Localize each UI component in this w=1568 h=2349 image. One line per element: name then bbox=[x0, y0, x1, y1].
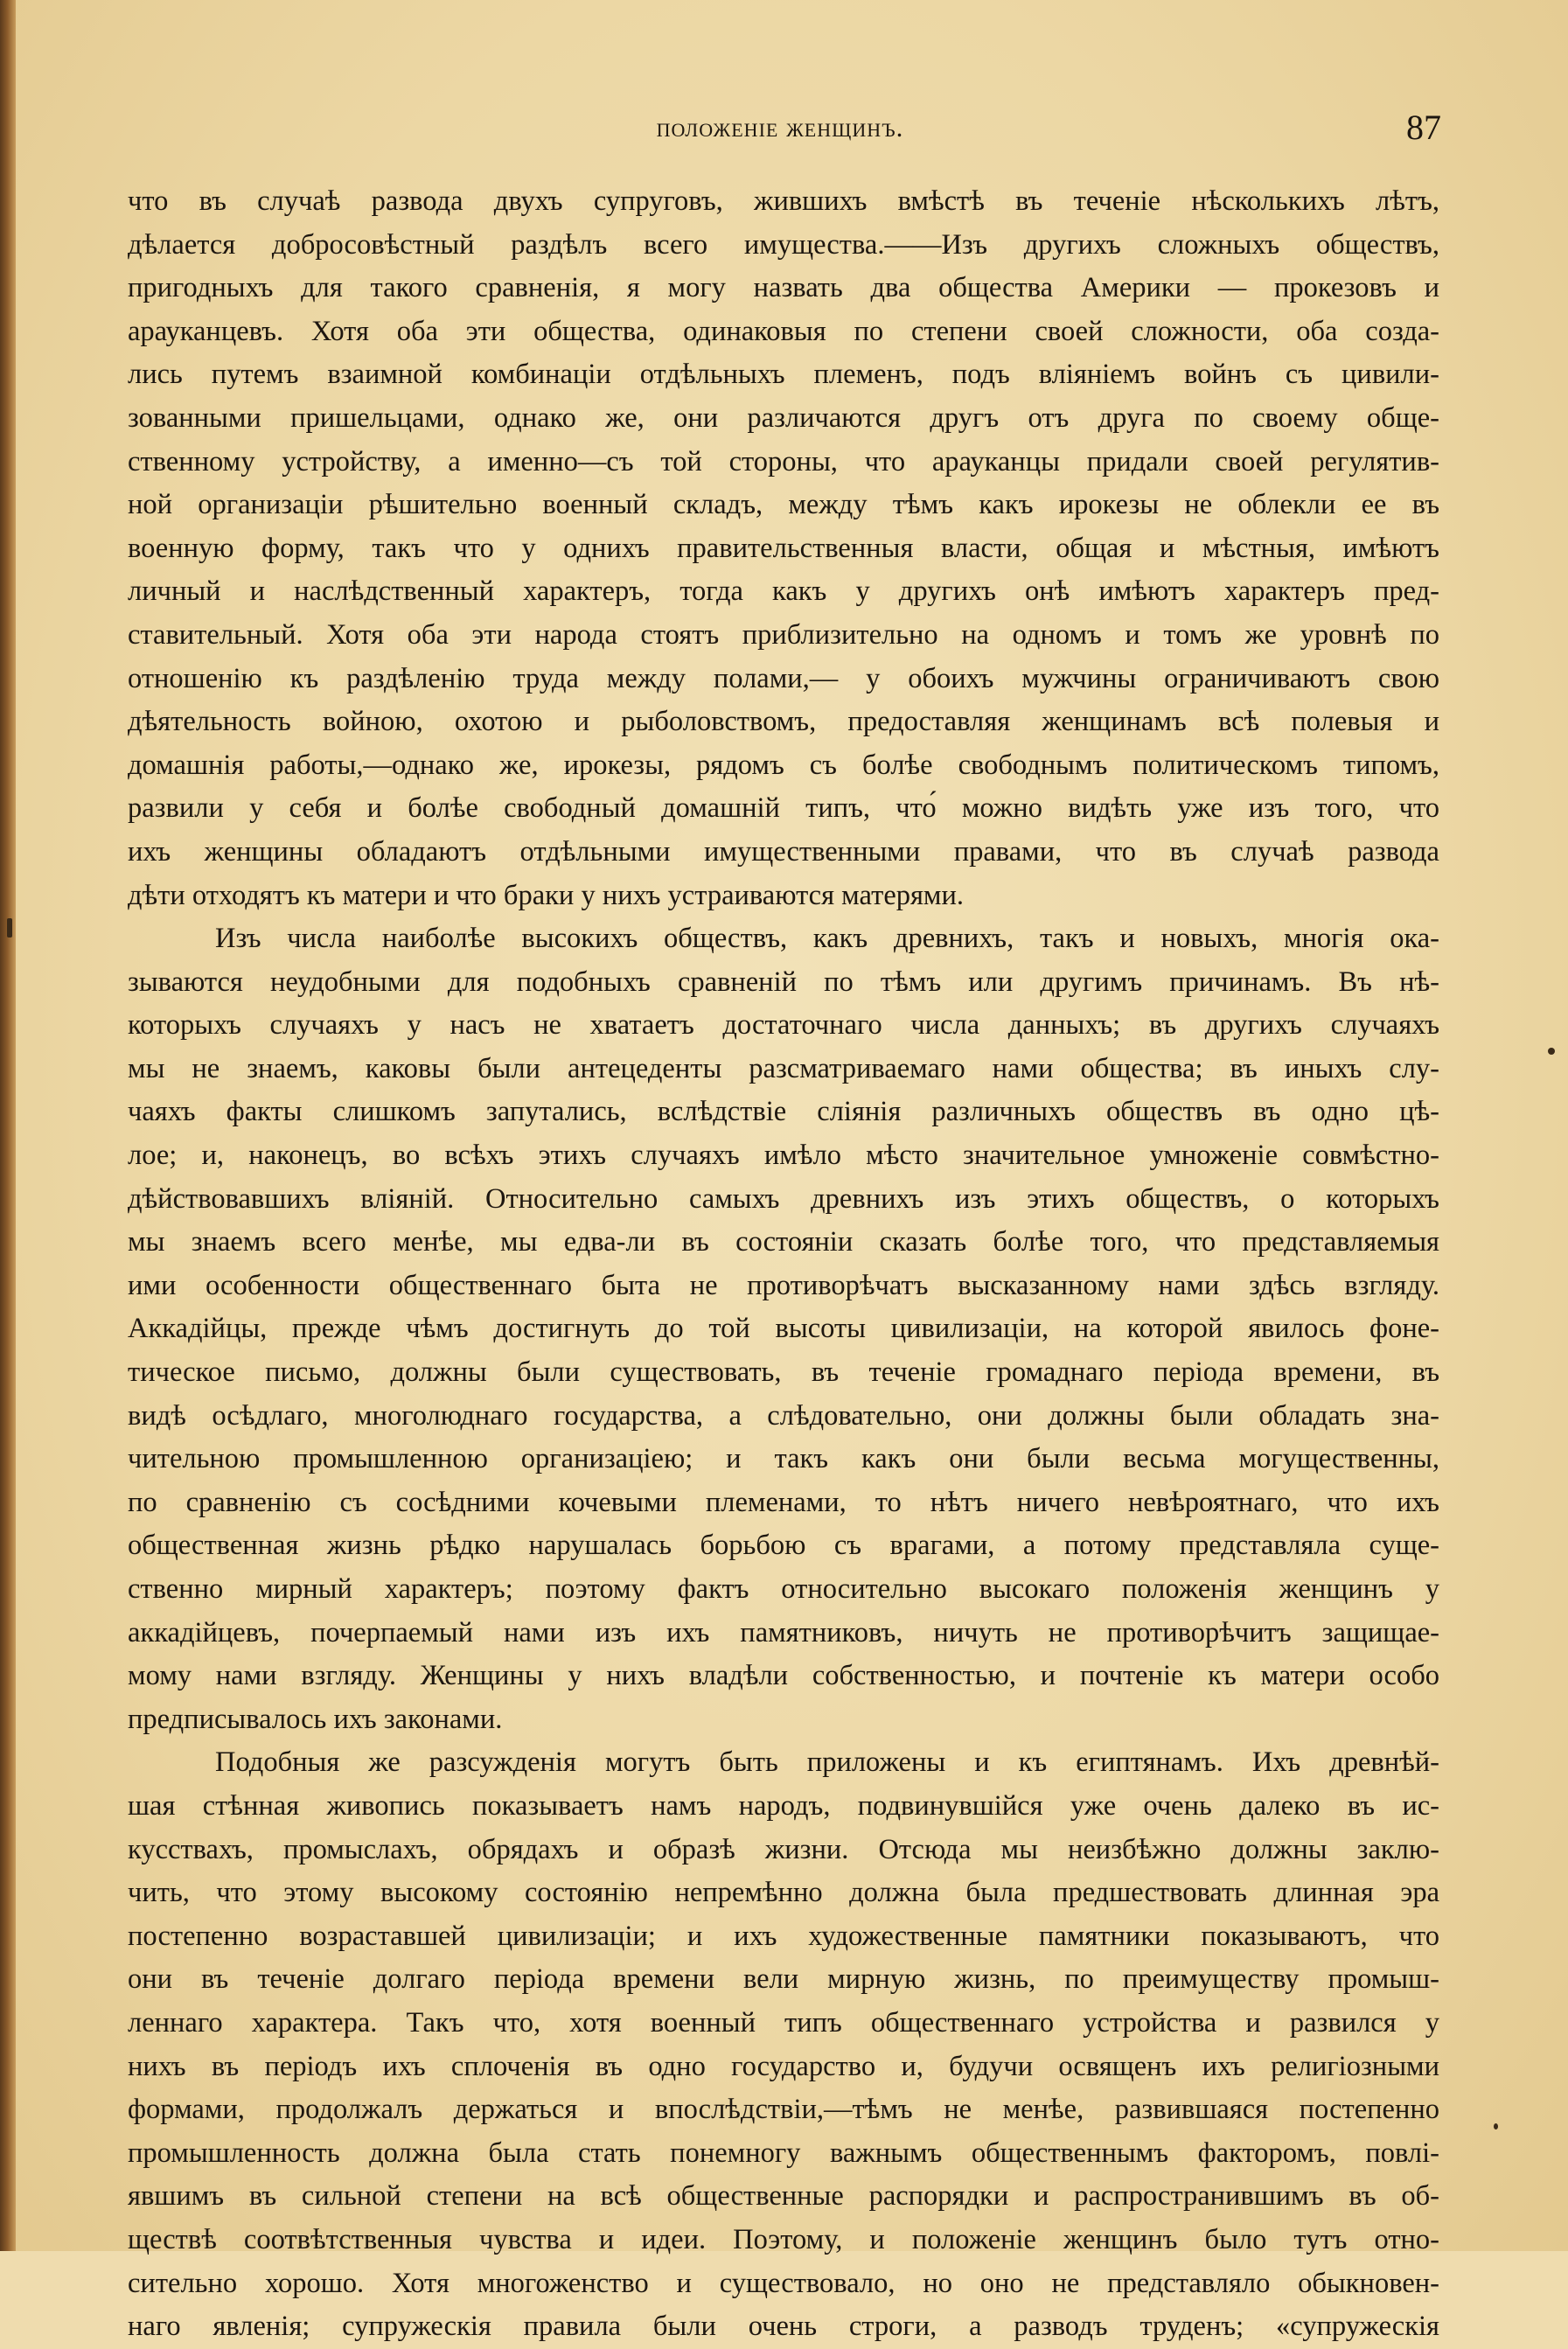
text-line: ими особенности общественнаго быта не противорѣчатъ высказанному нами здѣсь взгляду. bbox=[128, 1269, 1439, 1301]
text-line: явшимъ въ сильной степени на всѣ общественные распорядки и распространившимъ въ об- bbox=[128, 2180, 1439, 2213]
running-head-title: положеніе женщинъ. bbox=[656, 112, 904, 143]
text-line: пригодныхъ для такого сравненія, я могу назвать два общества Америки — прокезовъ и bbox=[128, 272, 1439, 304]
text-line: нихъ въ періодъ ихъ сплоченія въ одно государство и, будучи освященъ ихъ религіозными bbox=[128, 2050, 1439, 2082]
text-line: дѣлается добросовѣстный раздѣлъ всего имущества.——Изъ другихъ сложныхъ обществъ, bbox=[128, 228, 1439, 261]
text-line: что въ случаѣ развода двухъ супруговъ, жившихъ вмѣстѣ въ теченіе нѣсколькихъ лѣтъ, bbox=[128, 185, 1439, 217]
body-text bbox=[128, 180, 1439, 2349]
text-line: шая стѣнная живопись показываетъ намъ народъ, подвинувшійся уже очень далеко въ ис- bbox=[128, 1789, 1439, 1822]
text-line: постепенно возраставшей цивилизаціи; и ихъ художественные памятники показываютъ, что bbox=[128, 1920, 1439, 1952]
text-line: кусствахъ, промыслахъ, обрядахъ и образѣ жизни. Отсюда мы неизбѣжно должны заклю- bbox=[128, 1833, 1439, 1865]
text-line: мы не знаемъ, каковы были антецеденты разсматриваемаго нами общества; въ иныхъ слу- bbox=[128, 1052, 1439, 1084]
text-line: Подобныя же разсужденія могутъ быть приложены и къ египтянамъ. Ихъ древнѣй- bbox=[215, 1746, 1439, 1779]
page-number: 87 bbox=[1406, 108, 1441, 147]
text-line: дѣйствовавшихъ вліяній. Относительно самыхъ древнихъ изъ этихъ обществъ, о которыхъ bbox=[128, 1182, 1439, 1215]
paragraph bbox=[128, 180, 1439, 917]
text-line: ной организаціи рѣшительно военный складъ, между тѣмъ какъ ирокезы не облекли ее въ bbox=[128, 489, 1439, 521]
text-line: Аккадійцы, прежде чѣмъ достигнуть до той высоты цивилизаціи, на которой явилось фоне- bbox=[128, 1313, 1439, 1345]
text-line: арауканцевъ. Хотя оба эти общества, одинаковыя по степени своей сложности, оба созда- bbox=[128, 315, 1439, 347]
text-line: формами, продолжалъ держаться и впослѣдствіи,—тѣмъ не менѣе, развившаяся постепенно bbox=[128, 2094, 1439, 2126]
book-binding-edge bbox=[0, 0, 16, 2251]
paragraph bbox=[128, 917, 1439, 1741]
text-line: мому нами взгляду. Женщины у нихъ владѣли собственностью, и почтеніе къ матери особо bbox=[128, 1660, 1439, 1692]
text-line: сительно хорошо. Хотя многоженство и существовало, но оно не представляло обыкновен- bbox=[128, 2267, 1439, 2299]
paragraph bbox=[128, 1741, 1439, 2348]
text-line: домашнія работы,—однако же, ирокезы, рядомъ съ болѣе свободнымъ политическомъ типомъ, bbox=[128, 749, 1439, 781]
text-line: мы знаемъ всего менѣе, мы едва-ли въ состояніи сказать болѣе того, что представляемыя bbox=[128, 1226, 1439, 1258]
text-line: ственному устройству, а именно—съ той стороны, что арауканцы придали своей регулятив- bbox=[128, 445, 1439, 477]
text-line: они въ теченіе долгаго періода времени вели мирную жизнь, по преимуществу промыш- bbox=[128, 1963, 1439, 1996]
text-line: наго явленія; супружескія правила были очень строги, а разводъ труденъ; «супружескія bbox=[128, 2311, 1439, 2343]
text-line: промышленность должна была стать понемногу важнымъ общественнымъ факторомъ, повлі- bbox=[128, 2136, 1439, 2169]
text-line: развили у себя и болѣе свободный домашній типъ, что́ можно видѣть уже изъ того, что bbox=[128, 792, 1439, 825]
foxing-spot bbox=[1494, 2123, 1498, 2129]
text-line: аккадійцевъ, почерпаемый нами изъ ихъ памятниковъ, ничуть не противорѣчитъ защищае- bbox=[128, 1616, 1439, 1648]
text-line: чить, что этому высокому состоянію непремѣнно должна была предшествовать длинная эра bbox=[128, 1877, 1439, 1909]
text-line: видѣ осѣдлаго, многолюднаго государства, а слѣдовательно, они должны были обладать зна- bbox=[128, 1399, 1439, 1432]
text-line: дѣятельность войною, охотою и рыболовствомъ, предоставляя женщинамъ всѣ полевыя и bbox=[128, 706, 1439, 738]
text-line: лись путемъ взаимной комбинаціи отдѣльныхъ племенъ, подъ вліяніемъ войнъ съ цивили- bbox=[128, 359, 1439, 391]
text-line: чительною промышленною организаціею; и такъ какъ они были весьма могущественны, bbox=[128, 1443, 1439, 1475]
text-line: зываются неудобными для подобныхъ сравненій по тѣмъ или другимъ причинамъ. Въ нѣ- bbox=[128, 965, 1439, 998]
text-line: леннаго характера. Такъ что, хотя военный типъ общественнаго устройства и развился у bbox=[128, 2006, 1439, 2039]
text-line: военную форму, такъ что у однихъ правительственныя власти, общая и мѣстныя, имѣютъ bbox=[128, 532, 1439, 564]
text-line: тическое письмо, должны были существовать, въ теченіе громаднаго періода времени, въ bbox=[128, 1356, 1439, 1389]
text-line: чаяхъ факты слишкомъ запутались, вслѣдствіе сліянія различныхъ обществъ въ одно цѣ- bbox=[128, 1096, 1439, 1128]
text-line: предписывалось ихъ законами. bbox=[128, 1703, 503, 1735]
text-line: ственно мирный характеръ; поэтому фактъ относительно высокаго положенія женщинъ у bbox=[128, 1573, 1439, 1605]
running-head bbox=[119, 108, 1441, 164]
foxing-spot bbox=[1548, 1048, 1555, 1055]
text-line: ихъ женщины обладаютъ отдѣльными имущественными правами, что въ случаѣ развода bbox=[128, 835, 1439, 868]
text-line: отношенію къ раздѣленію труда между полами,— у обоихъ мужчины ограничиваютъ свою bbox=[128, 662, 1439, 694]
text-line: личный и наслѣдственный характеръ, тогда какъ у другихъ онѣ имѣютъ характеръ пред- bbox=[128, 575, 1439, 608]
text-line: Изъ числа наиболѣе высокихъ обществъ, какъ древнихъ, такъ и новыхъ, многія ока- bbox=[215, 923, 1439, 955]
text-line: общественная жизнь рѣдко нарушалась борьбою съ врагами, а потому представляла суще- bbox=[128, 1530, 1439, 1562]
text-line: зованными пришельцами, однако же, они различаются другъ отъ друга по своему обще- bbox=[128, 401, 1439, 434]
text-line: которыхъ случаяхъ у насъ не хватаетъ достаточнаго числа данныхъ; въ другихъ случаяхъ bbox=[128, 1009, 1439, 1042]
foxing-spot bbox=[7, 918, 12, 938]
text-line: по сравненію съ сосѣдними кочевыми племенами, то нѣтъ ничего невѣроятнаго, что ихъ bbox=[128, 1486, 1439, 1518]
text-line: ществѣ соотвѣтственныя чувства и идеи. Поэтому, и положеніе женщинъ было тутъ отно- bbox=[128, 2223, 1439, 2255]
text-line: лое; и, наконецъ, во всѣхъ этихъ случаяхъ имѣло мѣсто значительное умноженіе совмѣстно- bbox=[128, 1140, 1439, 1172]
text-line: дѣти отходятъ къ матери и что браки у нихъ устраиваются матерями. bbox=[128, 879, 965, 911]
text-line: ставительный. Хотя оба эти народа стоятъ приблизительно на одномъ и томъ же уровнѣ по bbox=[128, 618, 1439, 651]
